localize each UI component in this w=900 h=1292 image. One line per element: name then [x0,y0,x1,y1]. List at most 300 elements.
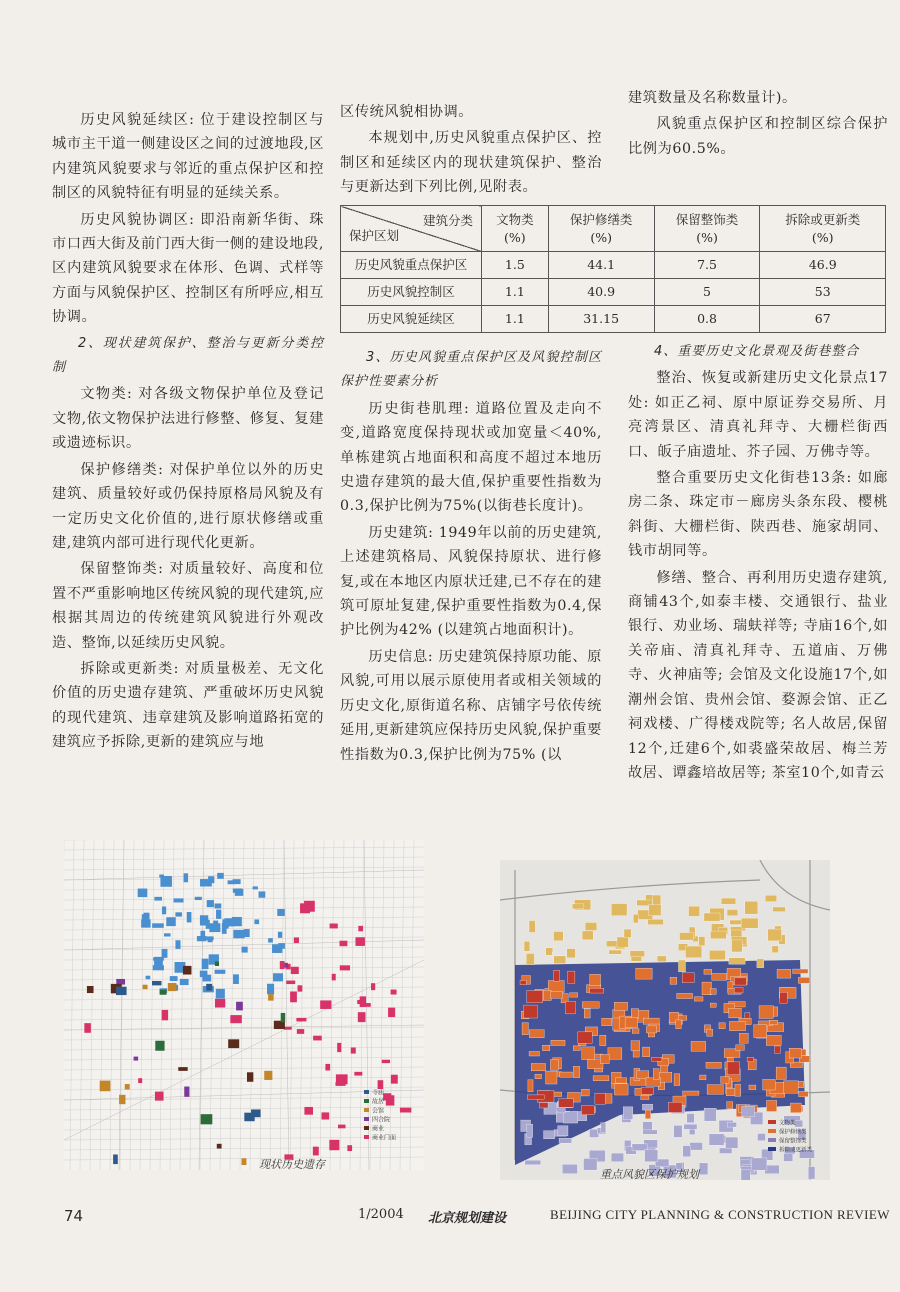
map-parcel [207,900,214,907]
table-cell: 40.9 [548,279,654,306]
map-parcel [554,970,560,981]
map-parcel [784,1081,798,1094]
map-parcel [119,1095,125,1104]
legend-swatch [364,1126,369,1130]
map-parcel [296,1018,306,1022]
map-parcel [584,1009,590,1018]
map-parcel [183,966,192,975]
section-heading: 2、现状建筑保护、整治与更新分类控制 [52,335,324,376]
map-parcel [636,968,652,979]
table-cell: 1.1 [482,306,549,333]
map-parcel [520,980,526,984]
map-parcel [729,1021,745,1030]
map-parcel [600,1054,609,1063]
map-parcel [358,1012,366,1022]
map-parcel [568,971,575,983]
map-parcel [391,990,397,995]
map-parcel [727,909,738,915]
map-parcel [320,1000,331,1009]
map-parcel [187,912,192,922]
map-parcel [625,1018,638,1028]
map-parcel [768,929,782,941]
map-parcel [386,1095,395,1105]
map-parcel [200,879,212,886]
map-parcel [113,1154,118,1164]
map-parcel [340,965,350,970]
map-parcel [244,1113,254,1122]
table-cell: 67 [760,306,886,333]
map-parcel [184,1087,189,1097]
table-cell: 44.1 [548,252,654,279]
map-parcel [529,1030,544,1038]
map-parcel [710,931,726,939]
legend-swatch [768,1147,776,1151]
map-parcel [777,969,791,978]
map-parcel [684,1124,697,1129]
map-parcel [578,1032,592,1043]
map-parcel [623,1107,633,1120]
map-parcel [636,1071,648,1079]
map-parcel [570,993,578,997]
map-parcel [776,1067,786,1079]
map-parcel [358,926,363,931]
map-parcel [215,999,225,1008]
map-parcel [230,1015,241,1023]
journal-title-en: BEIJING CITY PLANNING & CONSTRUCTION REVIEW [550,1207,890,1222]
map-parcel [709,950,725,959]
table-cell: 46.9 [760,252,886,279]
map-parcel [304,1107,313,1115]
map-parcel [146,976,151,980]
map-parcel [632,1029,639,1034]
map-parcel [286,981,295,985]
corner-bottom-label: 保护区划 [349,228,400,243]
figure-caption: 重点风貌区保护规划 [600,1168,699,1180]
map-parcel [710,989,716,995]
legend-label: 文物类 [779,1120,796,1127]
table-cell: 1.5 [482,252,549,279]
map-parcel [290,991,297,1002]
map-parcel [217,873,224,879]
map-parcel [741,918,758,928]
map-parcel [267,984,274,995]
table-row [341,252,886,279]
map-parcel [155,1041,164,1051]
map-parcel [236,1002,243,1011]
map-parcel [244,929,250,937]
map-parcel [694,997,703,1001]
map-parcel [719,1023,725,1029]
map-parcel [528,1080,533,1092]
map-parcel [529,1051,539,1056]
map-parcel [391,1075,398,1084]
map-parcel [201,1114,213,1124]
map-parcel [798,977,810,983]
column-header: 保护修缮类 (%) [548,206,654,252]
map-parcel [682,973,694,983]
map-parcel [330,924,338,929]
map-parcel [168,983,177,991]
map-parcel [152,923,164,928]
map-parcel [689,1129,695,1135]
map-parcel [721,898,736,904]
legend-swatch [768,1129,776,1133]
map-parcel [721,1076,729,1083]
paragraph: 本规划中,历史风貌重点保护区、控制区和延续区内的现状建筑保护、整治与更新达到下列比例,见附表。 [340,130,602,196]
map-parcel [617,937,628,947]
map-parcel [200,915,208,925]
map-parcel [710,1003,716,1007]
map-parcel [581,1089,589,1096]
map-parcel [689,906,700,916]
map-parcel [633,914,638,923]
column-header: 拆除或更新类 (%) [760,206,886,252]
journal-title-cn: 北京规划建设 [428,1211,507,1226]
paragraph: 整合重要历史文化街巷13条: 如廊房二条、珠定市－廊房头条东段、樱桃斜街、大栅栏街、陕西巷、施家胡同、钱市胡同等。 [628,470,888,560]
map-parcel [388,1008,395,1017]
map-parcel [699,937,705,946]
map-parcel [759,1006,773,1019]
map-parcel [546,1071,557,1084]
paragraph: 保护修缮类: 对保护单位以外的历史建筑、质量较好或仍保持原格局风貌及有一定历史文化价值的,进行原状修缮或重建,建筑内部可进行现代化更新。 [52,461,324,551]
paragraph: 建筑数量及名称数量计)。 [628,90,797,106]
map-parcel [284,1027,292,1030]
map-parcel [676,1020,682,1029]
paragraph: 保留整饰类: 对质量较好、高度和位置不严重影响地区传统风貌的现代建筑,应根据其周边的传统建筑风貌进行外观改造、整饰,以延续历史风貌。 [52,561,324,651]
map-parcel [278,943,285,949]
map-parcel [732,940,743,952]
map-parcel [780,992,788,1003]
map-parcel [554,932,564,941]
map-parcel [84,1023,91,1033]
map-parcel [653,1069,659,1080]
section-heading: 4、重要历史文化景观及街巷整合 [654,344,860,359]
map-parcel [741,1170,750,1180]
map-parcel [551,991,562,998]
map-parcel [611,904,627,916]
table-cell: 5 [654,279,760,306]
map-parcel [241,1158,246,1165]
map-parcel [624,929,631,937]
paragraph: 文物类: 对各级文物保护单位及登记文物,依文物保护法进行修整、修复、复建或遗迹标识。 [52,386,324,452]
map-parcel [382,1060,390,1063]
map-parcel [641,1088,654,1095]
map-parcel [691,1041,706,1051]
map-parcel [808,1167,815,1179]
map-parcel [247,1072,253,1081]
map-parcel [784,1153,793,1161]
page-number: 74 [64,1207,84,1225]
legend-swatch [768,1138,776,1142]
map-parcel [215,970,226,974]
map-parcel [217,1144,222,1149]
map-parcel [727,1122,736,1127]
map-parcel [712,973,727,980]
map-parcel [643,1130,657,1134]
table-row [341,306,886,333]
map-parcel [614,1084,628,1095]
map-parcel [677,993,693,998]
map-parcel [745,901,758,914]
map-parcel [573,1066,579,1077]
map-parcel [233,930,244,938]
map-parcel [646,1026,656,1033]
map-parcel [690,1142,703,1150]
map-parcel [524,941,530,951]
paragraph: 拆除或更新类: 对质量极差、无文化价值的历史遗存建筑、严重破坏历史风貌的现代建筑、违章建筑及影响道路拓宽的建筑应予拆除,更新的建筑应与地 [52,660,324,751]
map-parcel [593,1076,609,1081]
map-parcel [332,974,336,981]
paragraph: 历史信息: 历史建筑保持原功能、原风貌,可用以展示原使用者或相关领域的历史文化,原街道名称、店铺字号依传统延用,更新建筑应保持历史风貌,保护重要性指数为0.3,保护比例为75% (以 [340,648,602,763]
map-parcel [754,1025,767,1038]
map-parcel [175,912,182,916]
map-parcel [719,1148,732,1154]
map-parcel [766,1035,781,1045]
paragraph: 区传统风貌相协调。 [340,104,474,120]
map-parcel [709,1134,724,1145]
map-parcel [329,1140,339,1150]
legend-swatch [768,1120,776,1124]
map-parcel [268,994,273,1001]
map-parcel [202,975,211,982]
historic-remains-map [64,840,424,1170]
text-column-1 [52,108,324,757]
map-parcel [166,917,175,926]
map-parcel [542,1045,549,1050]
map-parcel [544,1131,555,1139]
map-parcel [202,959,209,969]
legend-label: 拆除或更新类 [779,1147,813,1154]
paragraph: 修缮、整合、再利用历史遗存建筑,商铺43个,如泰丰楼、交通银行、盐业银行、劝业场、瑞蚨祥等; 寺庙16个,如关帝庙、清真礼拜寺、五道庙、万佛寺、火神庙等; 会馆及文化设施17个,如潮州会馆、贵州会馆、婺源会馆、正乙祠戏楼、广得楼戏院等; 名人故居,保留12个,迁建6个,如裘盛荣故居、梅兰芳故居、谭鑫培故居等; 茶室10个,如青云 [628,569,888,781]
paragraph: 整治、恢复或新建历史文化景点17处: 如正乙祠、原中原证券交易所、月亮湾景区、清真礼拜寺、大栅栏街西口、皈子庙遗址、芥子园、万佛寺等。 [628,370,888,460]
map-parcel [338,1125,346,1129]
legend-swatch [364,1108,369,1112]
map-parcel [614,1002,627,1010]
map-parcel [706,1062,722,1068]
table-cell: 31.15 [548,306,654,333]
row-label: 历史风貌重点保护区 [341,252,482,279]
map-parcel [233,888,242,892]
map-parcel [674,1125,682,1137]
map-parcel [649,905,661,916]
map-parcel [790,1103,801,1113]
map-parcel [280,961,285,969]
map-parcel [313,1147,319,1156]
map-parcel [152,981,161,985]
map-parcel [683,1091,699,1095]
map-parcel [138,889,148,898]
map-parcel [769,1020,777,1024]
map-parcel [354,1072,362,1076]
map-parcel [291,967,299,974]
statistics-table [340,205,886,333]
map-parcel [602,1018,612,1025]
legend-swatch [364,1099,369,1103]
map-parcel [757,959,764,968]
legend-swatch [364,1135,369,1139]
legend-label: 保留整饰类 [779,1138,807,1145]
map-parcel [526,953,534,964]
table-cell: 53 [760,279,886,306]
map-parcel [195,897,202,900]
map-parcel [559,1138,572,1143]
legend-label: 保护修缮类 [779,1129,807,1136]
map-parcel [572,904,583,909]
map-parcel [567,949,576,958]
map-parcel [253,886,258,889]
map-parcel [143,985,148,989]
map-parcel [687,1114,694,1123]
map-parcel [355,937,364,946]
map-parcel [335,1082,345,1086]
map-parcel [175,940,180,949]
map-parcel [582,931,593,940]
map-parcel [631,1041,640,1051]
map-parcel [590,974,601,985]
map-parcel [400,1108,411,1113]
map-parcel [527,1124,533,1137]
map-parcel [765,895,776,901]
text-column-2 [340,100,602,202]
map-parcel [180,979,189,985]
map-parcel [609,950,622,954]
map-parcel [278,932,282,938]
map-parcel [264,1071,272,1080]
map-parcel [680,933,694,941]
text-column-3-lower [628,340,888,787]
map-parcel [674,1074,680,1086]
map-parcel [632,1144,647,1151]
legend-label: 四合院 [372,1116,391,1124]
map-parcel [565,1001,575,1014]
map-parcel [297,1029,304,1034]
map-parcel [616,1078,627,1083]
map-parcel [773,907,786,912]
legend-label: 商业门面 [372,1134,397,1142]
map-parcel [752,1158,767,1170]
map-parcel [300,903,310,913]
map-parcel [648,919,664,924]
map-parcel [215,903,222,908]
map-parcel [527,991,543,1003]
table-row [341,279,886,306]
map-parcel [727,1062,740,1075]
map-parcel [535,1074,542,1079]
map-parcel [563,1112,577,1123]
map-parcel [595,1093,605,1104]
map-parcel [560,1072,573,1077]
map-parcel [766,1100,776,1111]
map-parcel [700,1075,706,1080]
map-parcel [554,1092,562,1096]
map-parcel [138,1078,142,1083]
map-parcel [162,906,166,914]
map-parcel [739,1033,748,1043]
map-parcel [268,938,273,942]
map-parcel [651,1057,661,1061]
map-parcel [159,874,164,877]
column-header: 保留整饰类 (%) [654,206,760,252]
map-parcel [554,956,566,964]
map-parcel [160,990,167,995]
map-parcel [202,936,213,940]
map-parcel [600,1035,606,1046]
map-parcel [631,1009,638,1019]
map-parcel [584,1158,597,1170]
map-parcel [371,983,375,990]
map-parcel [351,1047,356,1053]
paragraph: 历史建筑: 1949年以前的历史建筑,上述建筑格局、风貌保持原状、进行修复,或在本地区内原状迁建,已不存在的建筑可原址复建,保护重要性指数为0.4,保护比例为42% (以建筑占地面积计)。 [340,524,602,639]
map-parcel [162,949,168,958]
paragraph: 历史街巷肌理: 道路位置及走向不变,道路宽度保持现状或加宽量＜40%,单栋建筑占地面积和高度不超过本地历史遗存建筑的最大值,保护重要性指数为0.3,保护比例为75%(以街巷长度计)。 [340,400,602,515]
map-parcel [281,1013,285,1022]
map-parcel [642,1104,652,1110]
map-parcel [742,1106,755,1116]
map-parcel [325,1064,330,1071]
table-cell: 1.1 [482,279,549,306]
map-parcel [313,1036,322,1041]
map-parcel [340,941,348,946]
map-parcel [273,973,283,981]
map-parcel [643,1018,659,1024]
map-parcel [729,1008,742,1018]
map-parcel [222,923,227,934]
map-parcel [645,1150,658,1162]
row-label: 历史风貌延续区 [341,306,482,333]
map-parcel [707,1085,723,1095]
map-parcel [562,1164,577,1173]
map-parcel [527,1095,544,1099]
table-corner [341,206,482,252]
map-parcel [630,951,645,957]
map-parcel [524,1005,538,1018]
map-parcel [216,989,225,999]
map-parcel [590,988,604,993]
map-parcel [793,969,808,973]
column-header: 文物类 (%) [482,206,549,252]
map-parcel [704,1108,716,1121]
figure-caption: 现状历史遗存 [259,1158,325,1170]
map-parcel [670,977,677,984]
map-parcel [215,962,219,966]
map-parcel [546,948,553,955]
map-parcel [142,914,150,925]
map-parcel [228,880,235,884]
corner-top-label: 建筑分类 [422,213,473,228]
map-parcel [347,1145,352,1151]
table-cell: 0.8 [654,306,760,333]
map-parcel [727,1102,733,1109]
map-parcel [550,1060,558,1071]
map-parcel [378,1080,384,1089]
map-parcel [699,1163,708,1175]
row-label: 历史风貌控制区 [341,279,482,306]
map-parcel [707,1029,713,1036]
map-parcel [162,1010,168,1020]
map-parcel [758,1133,766,1140]
map-parcel [529,921,535,933]
legend-label: 商业 [372,1125,385,1133]
map-parcel [277,909,285,916]
map-parcel [228,1039,239,1048]
map-parcel [582,1047,595,1060]
legend-swatch [364,1090,369,1094]
map-parcel [360,1003,371,1007]
map-parcel [608,1048,622,1060]
map-parcel [125,1084,130,1089]
map-parcel [735,978,747,985]
map-parcel [321,1112,329,1119]
